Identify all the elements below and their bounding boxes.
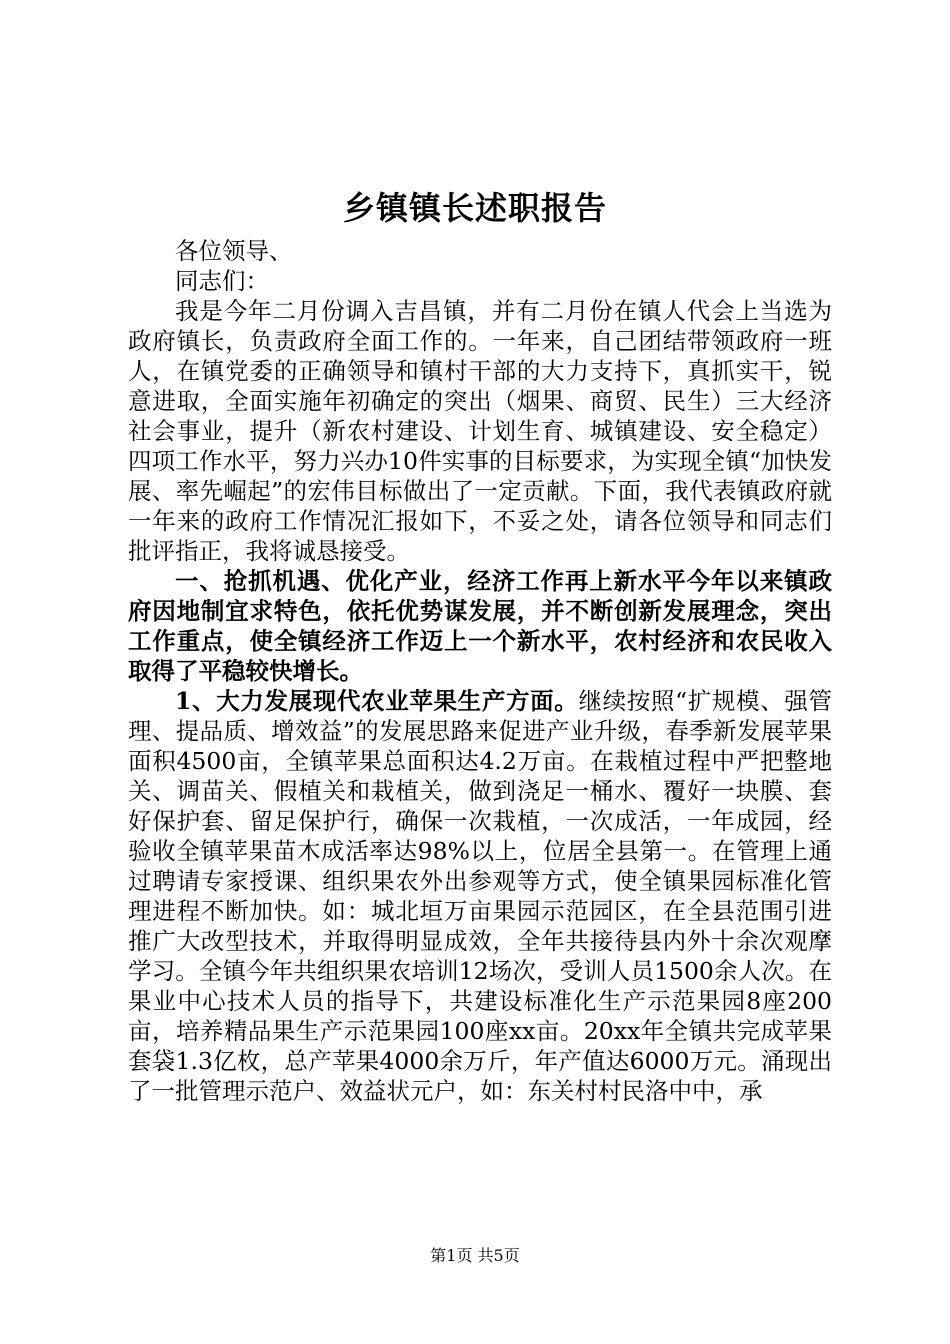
salutation-leaders: 各位领导、 (175, 237, 293, 265)
document-body (128, 236, 832, 1106)
salutation-comrades: 同志们： (175, 267, 269, 295)
document-title: 乡镇镇长述职报告 (342, 189, 607, 227)
intro-paragraph: 我是今年二月份调入吉昌镇，并有二月份在镇人代会上当选为政府镇长，负责政府全面工作的。一年来，自己团结带领政府一班人，在镇党委的正确领导和镇村干部的大力支持下，真抓实干，锐意进取，全面实施年初确定的突出（烟果、商贸、民生）三大经济社会事业，提升（新农村建设、计划生育、城镇建设、安全稳定）四项工作水平，努力兴办10件实事的目标要求，为实现全镇“加快发展、率先崛起”的宏伟目标做出了一定贡献。下面，我代表镇政府就一年来的政府工作情况汇报如下，不妥之处，请各位领导和同志们批评指正，我将诚恳接受。 (128, 297, 832, 565)
subsection-1-heading: 1、大力发展现代农业苹果生产方面。 (175, 687, 579, 715)
section-1-heading: 一、抢抓机遇、优化产业，经济工作再上新水平今年以来镇政府因地制宜求特色，依托优势谋发展，并不断创新发展理念，突出工作重点，使全镇经济工作迈上一个新水平，农村经济和农民收入取得了平稳较快增长。 (128, 567, 832, 685)
subsection-1-paragraph (128, 686, 832, 1106)
subsection-1-body: 继续按照“扩规模、强管理、提品质、增效益”的发展思路来促进产业升级，春季新发展苹果面积4500亩，全镇苹果总面积达4.2万亩。在栽植过程中严把整地关、调苗关、假植关和栽植关，做到浇足一桶水、覆好一块膜、套好保护套、留足保护行，确保一次栽植，一次成活，一年成园，经验收全镇苹果苗木成活率达98%以上，位居全县第一。在管理上通过聘请专家授课、组织果农外出参观等方式，使全镇果园标准化管理进程不断加快。如：城北垣万亩果园示范园区，在全县范围引进推广大改型技术，并取得明显成效，全年共接待县内外十余次观摩学习。全镇今年共组织果农培训12场次，受训人员1500余人次。在果业中心技术人员的指导下，共建设标准化生产示范果园8座200亩，培养精品果生产示范果园100座xx亩。20xx年全镇共完成苹果套袋1.3亿枚，总产苹果4000余万斤，年产值达6000万元。涌现出了一批管理示范户、效益状元户，如：东关村村民洛中中，承 (128, 687, 832, 1105)
page-number-footer: 第1页 共5页 (430, 1246, 520, 1265)
